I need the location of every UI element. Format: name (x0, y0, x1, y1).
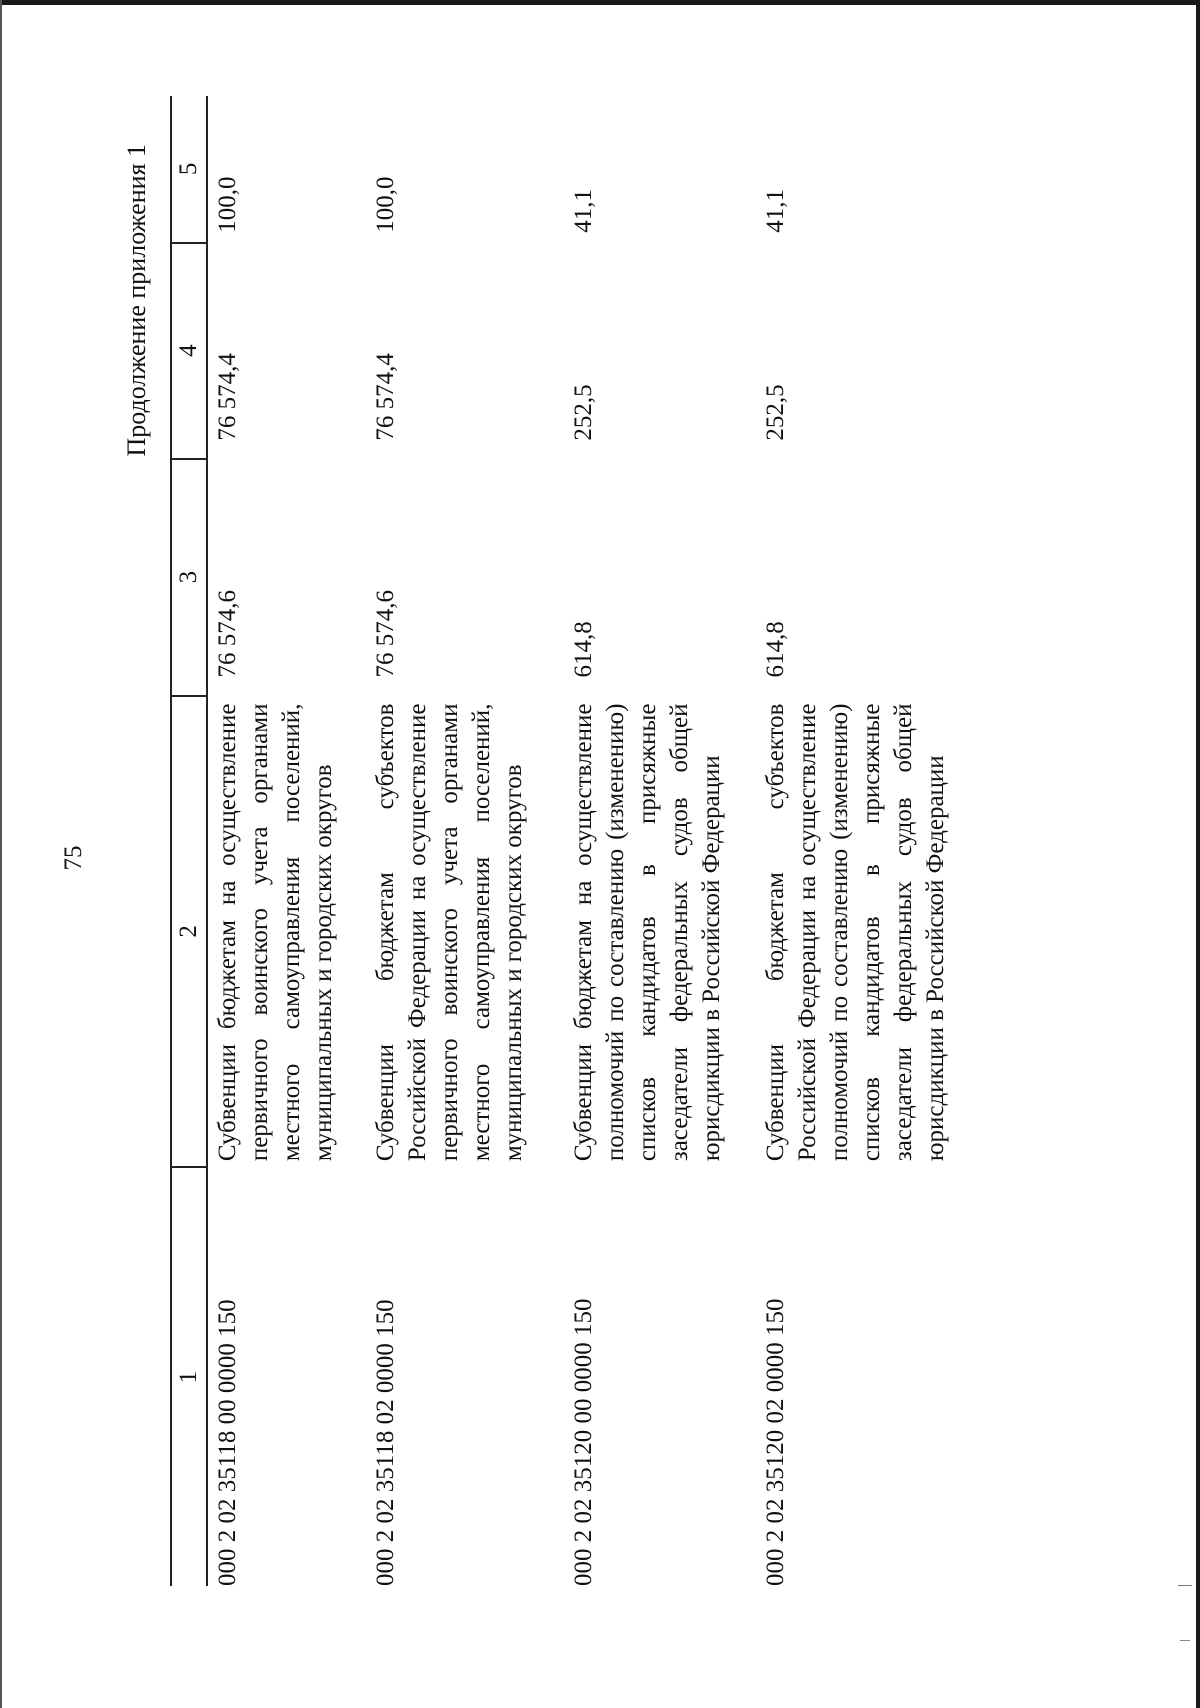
continuation-title: Продолжение приложения 1 (122, 144, 151, 457)
budget-code: 000 2 02 35120 02 0000 150 (762, 1298, 789, 1586)
value-col3: 614,8 (762, 621, 789, 678)
value-col4: 252,5 (570, 384, 597, 441)
column-header-2: 2 (171, 696, 207, 1168)
table-row (207, 96, 366, 1586)
column-header-3: 3 (171, 459, 207, 696)
value-col3: 614,8 (570, 621, 597, 678)
value-col5: 41,1 (762, 188, 789, 233)
column-header-1: 1 (171, 1167, 207, 1586)
row-description: Субвенции бюджетам субъектов Российской Федерации на осуществление первичного воинского учета органами местного самоуправления поселений, муниципальных и городских округов (372, 703, 527, 1162)
table-row (756, 96, 952, 1586)
value-col4: 252,5 (762, 384, 789, 441)
table-row (366, 96, 564, 1586)
value-col4: 76 574,4 (372, 353, 399, 441)
table-row (564, 96, 756, 1586)
page-number: 75 (60, 845, 87, 871)
column-header-4: 4 (171, 243, 207, 459)
value-col3: 76 574,6 (372, 590, 399, 678)
table-header (171, 96, 207, 1586)
row-description: Субвенции бюджетам субъектов Российской Федерации на осуществление полномочий по составлению (изменению) списков кандидатов в присяжные заседатели федеральных судов общей юрисдикции в Российской Федерации (762, 703, 949, 1162)
value-col3: 76 574,6 (214, 590, 241, 678)
value-col4: 76 574,4 (214, 353, 241, 441)
budget-code: 000 2 02 35118 02 0000 150 (372, 1299, 399, 1586)
column-header-5: 5 (171, 96, 207, 243)
value-col5: 100,0 (214, 176, 241, 233)
budget-table (170, 96, 952, 1586)
budget-code: 000 2 02 35118 00 0000 150 (214, 1299, 241, 1586)
row-description: Субвенции бюджетам на осуществление полномочий по составлению (изменению) списков кандидатов в присяжные заседатели федеральных судов общей юрисдикции в Российской Федерации (570, 703, 725, 1162)
row-description: Субвенции бюджетам на осуществление первичного воинского учета органами местного самоуправления поселений, муниципальных и городских округов (214, 703, 337, 1162)
value-col5: 41,1 (570, 188, 597, 233)
value-col5: 100,0 (372, 176, 399, 233)
budget-code: 000 2 02 35120 00 0000 150 (570, 1298, 597, 1586)
